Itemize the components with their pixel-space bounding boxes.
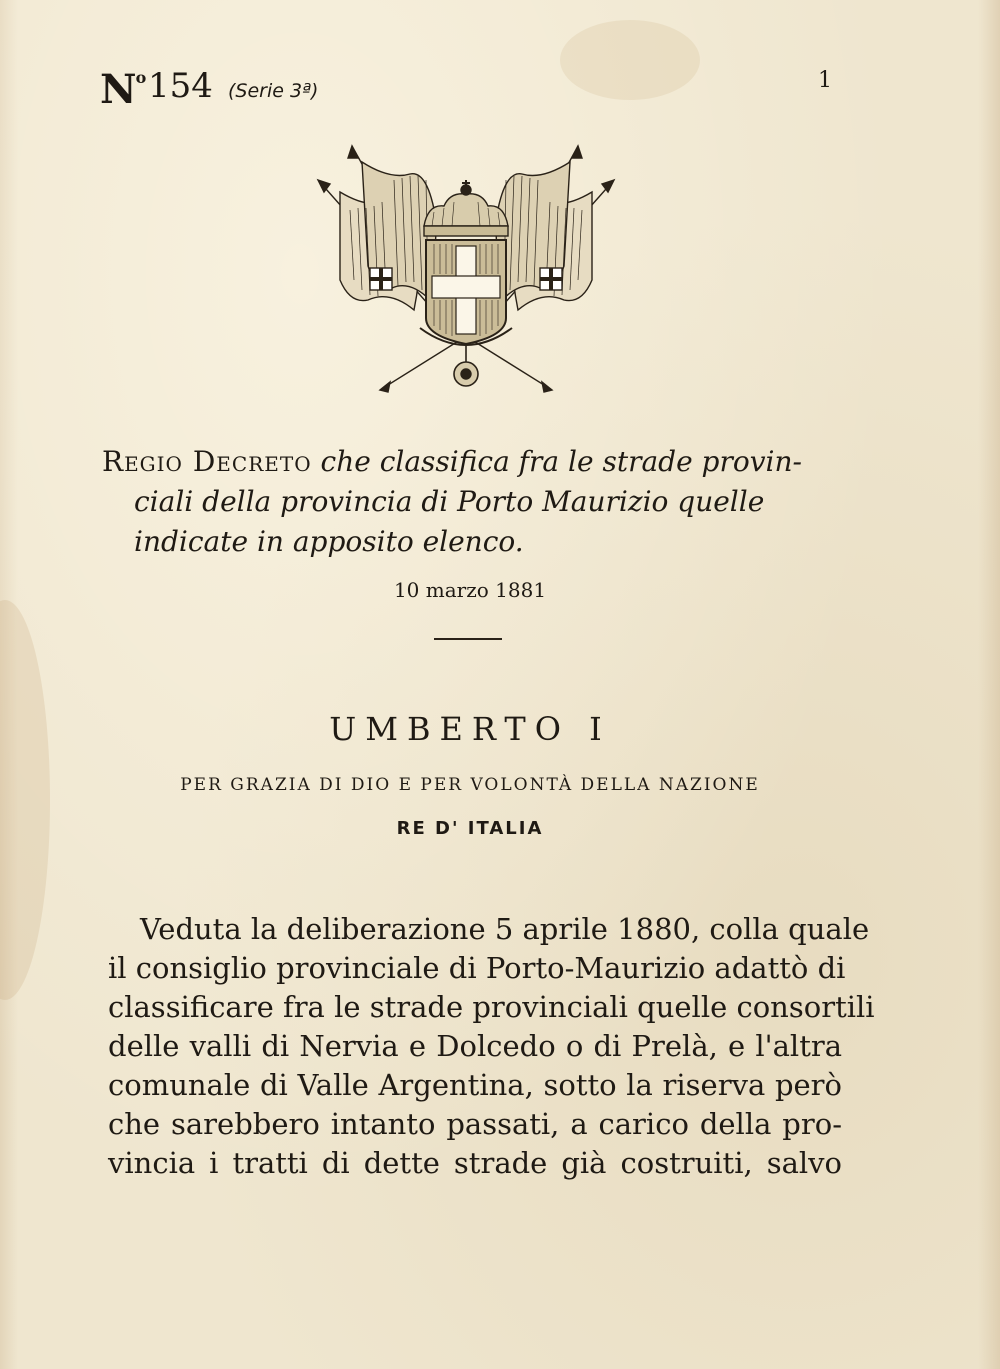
title-lead: Regio Decreto bbox=[102, 445, 312, 478]
decree-date: 10 marzo 1881 bbox=[393, 578, 547, 602]
body-line: classificare fra le strade provinciali quelle consortili bbox=[108, 990, 875, 1024]
king-title: RE D' ITALIA bbox=[396, 818, 544, 839]
decree-body bbox=[108, 910, 875, 1183]
title-line: Regio Decreto che classifica fra le strade provin- bbox=[102, 445, 802, 478]
title-line: indicate in apposito elenco. bbox=[134, 525, 524, 558]
paper-stain bbox=[0, 600, 50, 1000]
series-label: (Serie 3ª) bbox=[228, 80, 319, 102]
document-number: 154 bbox=[148, 66, 213, 106]
decree-title bbox=[102, 442, 862, 562]
body-line: delle valli di Nervia e Dolcedo o di Prelà, e l'altra bbox=[108, 1029, 842, 1063]
title-line: ciali della provincia di Porto Maurizio quelle bbox=[134, 485, 765, 518]
page-number: 1 bbox=[818, 68, 832, 93]
body-line: che sarebbero intanto passati, a carico della pro- bbox=[108, 1107, 842, 1141]
document-header bbox=[100, 62, 840, 122]
separator-rule bbox=[434, 638, 502, 642]
body-line: Veduta la deliberazione 5 aprile 1880, colla quale bbox=[140, 912, 870, 946]
number-prefix: $N^o$ bbox=[100, 66, 146, 113]
king-grace-formula: PER GRAZIA DI DIO E PER VOLONTÀ DELLA NAZIONE bbox=[180, 775, 760, 795]
king-name: UMBERTO I bbox=[329, 710, 611, 748]
body-line: il consiglio provinciale di Porto-Maurizio adattò di bbox=[108, 951, 846, 985]
body-line: comunale di Valle Argentina, sotto la riserva però bbox=[108, 1068, 842, 1102]
royal-coat-of-arms-with-flags-icon bbox=[310, 140, 622, 404]
body-line: vincia i tratti di dette strade già costruiti, salvo bbox=[108, 1146, 842, 1180]
